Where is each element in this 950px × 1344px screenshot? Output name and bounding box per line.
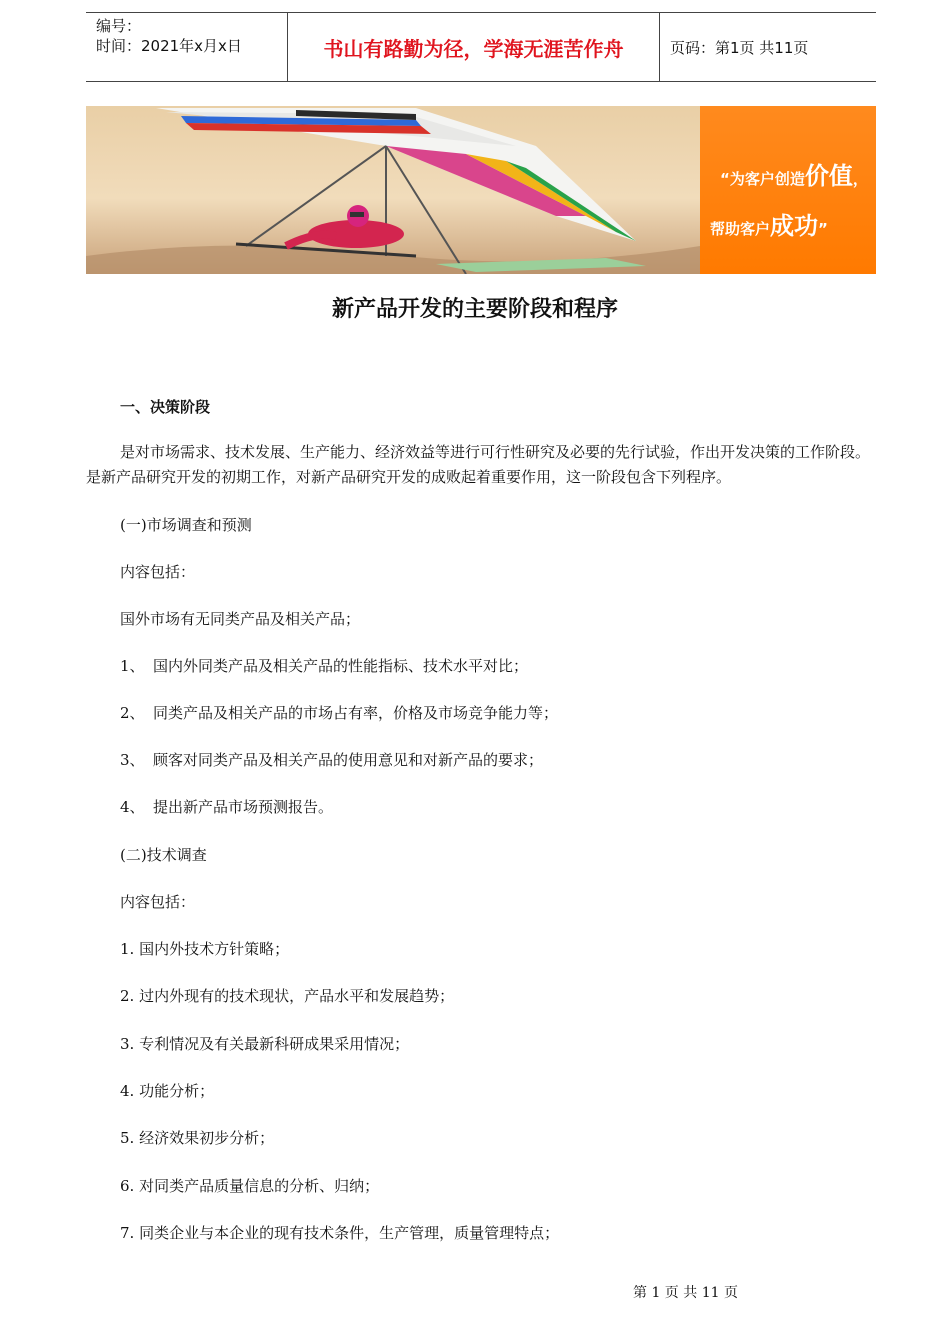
content-label: 内容包括： (120, 893, 196, 911)
date-label: 时间：2021年x月x日 (96, 37, 242, 55)
list-item: 3. 专利情况及有关最新科研成果采用情况； (120, 1035, 410, 1053)
list-item: 6. 对同类产品质量信息的分析、归纳； (120, 1177, 380, 1195)
slogan-line-2: 帮助客户成功” (710, 212, 828, 240)
list-item: 国外市场有无同类产品及相关产品； (120, 610, 361, 628)
subsection-heading-tech: (二)技术调查 (120, 846, 207, 864)
list-item: 2、 同类产品及相关产品的市场占有率，价格及市场竞争能力等； (120, 704, 559, 722)
hang-glider-banner (86, 106, 876, 274)
list-item: 2. 过内外现有的技术现状，产品水平和发展趋势； (120, 987, 455, 1005)
header-motto: 书山有路勤为径，学海无涯苦作舟 (288, 13, 660, 81)
list-item: 3、 顾客对同类产品及相关产品的使用意见和对新产品的要求； (120, 751, 544, 769)
subsection-heading-market: (一)市场调查和预测 (120, 516, 252, 534)
document-header (86, 12, 876, 82)
page-footer: 第 1 页 共 11 页 (633, 1285, 738, 1301)
hang-glider-photo (86, 106, 700, 274)
list-item: 4、 提出新产品市场预测报告。 (120, 798, 334, 816)
intro-paragraph: 是对市场需求、技术发展、生产能力、经济效益等进行可行性研究及必要的先行试验，作出开发决策的工作阶段。是新产品研究开发的初期工作，对新产品研究开发的成败起着重要作用，这一阶段包含下列程序。 (86, 443, 871, 486)
list-item: 1、 国内外同类产品及相关产品的性能指标、技术水平对比； (120, 657, 529, 675)
content-label: 内容包括： (120, 563, 196, 581)
document-title: 新产品开发的主要阶段和程序 (331, 297, 618, 322)
header-meta (86, 13, 288, 81)
header-page-number: 页码：第1页 共11页 (670, 38, 809, 57)
number-label: 编号： (96, 17, 142, 35)
list-item: 5. 经济效果初步分析； (120, 1129, 275, 1147)
slogan-panel (700, 106, 876, 274)
list-item: 1. 国内外技术方针策略； (120, 940, 290, 958)
list-item: 4. 功能分析； (120, 1082, 215, 1100)
section-heading: 一、决策阶段 (120, 398, 211, 416)
list-item: 7. 同类企业与本企业的现有技术条件，生产管理，质量管理特点； (120, 1224, 560, 1242)
slogan-line-1: “为客户创造价值， (720, 162, 868, 190)
